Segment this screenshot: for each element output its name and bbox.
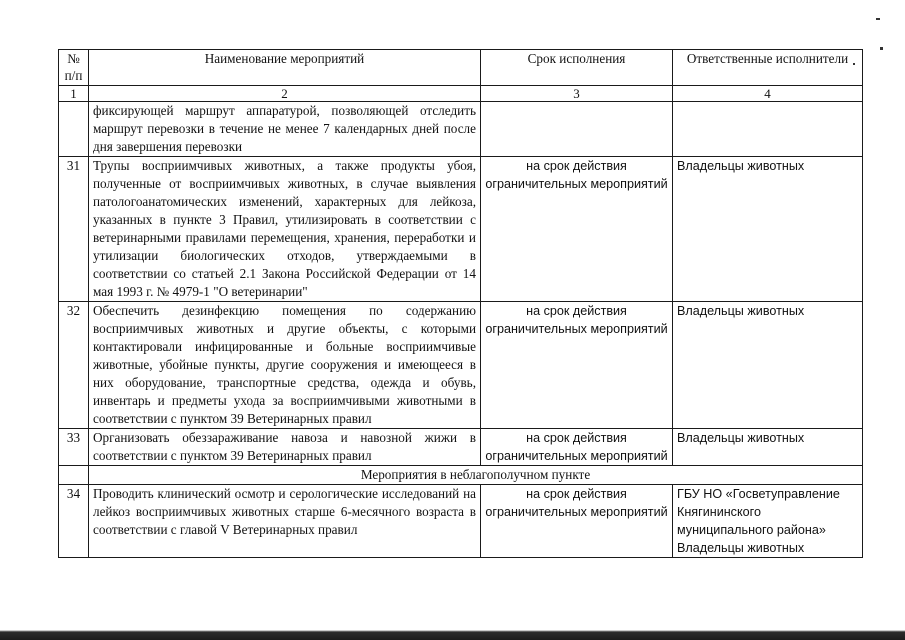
table-row [59,157,863,302]
table-header-row [59,50,863,86]
header-number: № п/п [59,50,89,86]
responsible-organization: ГБУ НО «Госветуправление Княгининского муниципального района» [677,487,840,537]
header-measure-name: Наименование мероприятий [89,50,481,86]
column-index-row [59,86,863,102]
table-row [59,429,863,466]
header-deadline: Срок исполнения [481,50,673,86]
measure-deadline: на срок действия ограничительных мероприятий [481,302,673,429]
column-index: 4 [673,86,863,102]
row-number: 33 [59,429,89,466]
measure-text: Организовать обеззараживание навоза и навозной жижи в соответствии с пунктом 39 Ветеринарных правил [89,429,481,466]
column-index: 3 [481,86,673,102]
scan-speck [876,18,880,20]
continuation-text: фиксирующей маршрут аппаратурой, позволяющей отследить маршрут перевозки в течение не менее 7 календарных дней после дня завершения перевозки [89,102,481,157]
table-row [59,102,863,157]
measure-responsible: Владельцы животных [673,302,863,429]
measure-deadline: на срок действия ограничительных мероприятий [481,485,673,558]
column-index: 2 [89,86,481,102]
measure-deadline: на срок действия ограничительных мероприятий [481,157,673,302]
section-row [59,466,863,485]
measure-responsible: Владельцы животных [673,157,863,302]
section-title: Мероприятия в неблагополучном пункте [89,466,863,485]
scan-bottom-edge [0,622,905,640]
row-number: 34 [59,485,89,558]
measure-text: Трупы восприимчивых животных, а также продукты убоя, полученные от восприимчивых животных, в случае выявления патологоанатомических изменений, характерных для лейкоза, указанных в пункте 3 Правил, утилизировать в соответствии с ветеринарными правилами перемещения, хранения, переработки и утилизации биологических отходов, утверждаемыми в соответствии со статьей 2.1 Закона Российской Федерации от 14 мая 1993 г. № 4979-1 "О ветеринарии" [89,157,481,302]
measure-responsible: Владельцы животных [673,429,863,466]
row-number: 31 [59,157,89,302]
row-number: 32 [59,302,89,429]
measure-responsible [673,485,863,558]
measure-text: Обеспечить дезинфекцию помещения по содержанию восприимчивых животных и другие объекты, с которыми контактировали инфицированные и больные восприимчивые животные, убойные пункты, другие сооружения и имеющееся в них оборудование, транспортные средства, одежда и обувь, инвентарь и предметы ухода за восприимчивыми животными в соответствии с пунктом 39 Ветеринарных правил [89,302,481,429]
measure-text: Проводить клинический осмотр и серологические исследований на лейкоз восприимчивых животных старше 6-месячного возраста в соответствии с главой V Ветеринарных правил [89,485,481,558]
table-row [59,302,863,429]
responsible-owners: Владельцы животных [677,541,805,555]
header-responsible: Ответственные исполнители [673,50,863,86]
measure-deadline: на срок действия ограничительных мероприятий [481,429,673,466]
column-index: 1 [59,86,89,102]
table-row [59,485,863,558]
scan-speck [880,47,883,50]
measures-table [58,49,863,558]
